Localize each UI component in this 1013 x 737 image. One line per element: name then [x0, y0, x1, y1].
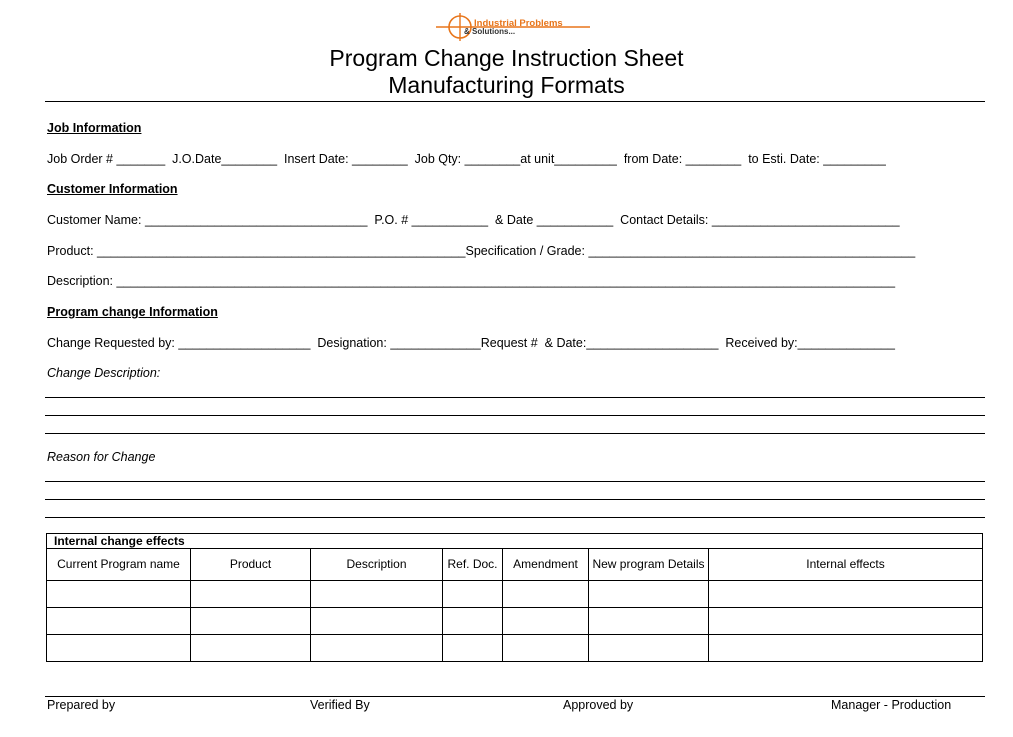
table-cell[interactable]	[589, 635, 709, 662]
table-cell[interactable]	[443, 581, 503, 608]
table-cell[interactable]	[311, 635, 443, 662]
table-cell[interactable]	[191, 635, 311, 662]
table-cell[interactable]	[443, 635, 503, 662]
manager-production-label: Manager - Production	[831, 698, 952, 712]
column-header: Amendment	[503, 549, 589, 581]
reason-for-change-label: Reason for Change	[47, 450, 156, 464]
table-cell[interactable]	[47, 635, 191, 662]
verified-by-label: Verified By	[310, 698, 370, 712]
page-subtitle: Manufacturing Formats	[388, 72, 625, 98]
table-cell[interactable]	[503, 635, 589, 662]
column-header: Current Program name	[47, 549, 191, 581]
column-header: Ref. Doc.	[443, 549, 503, 581]
reason-line[interactable]	[45, 499, 985, 500]
change-request-fields[interactable]: Change Requested by: ___________________ Designation: _____________Request # & Date:___________________ Received by:______________	[47, 336, 895, 350]
approved-by-label: Approved by	[563, 698, 634, 712]
table-caption: Internal change effects	[47, 534, 983, 549]
prepared-by-label: Prepared by	[47, 698, 116, 712]
signature-divider	[45, 696, 985, 697]
customer-name-fields[interactable]: Customer Name: ________________________________ P.O. # ___________ & Date ___________ Contact Details: ___________________________	[47, 213, 900, 227]
change-description-label: Change Description:	[47, 366, 161, 380]
internal-change-effects-table	[46, 533, 983, 662]
table-row	[47, 635, 983, 662]
change-description-line[interactable]	[45, 415, 985, 416]
table-header-row	[47, 549, 983, 581]
logo-text-line2: & Solutions...	[464, 27, 516, 36]
table-cell[interactable]	[589, 581, 709, 608]
column-header: New program Details	[589, 549, 709, 581]
table-cell[interactable]	[191, 581, 311, 608]
change-description-line[interactable]	[45, 397, 985, 398]
job-info-fields[interactable]: Job Order # _______ J.O.Date________ Insert Date: ________ Job Qty: ________at unit_________ from Date: ________ to Esti. Date: _________	[47, 152, 886, 166]
table-cell[interactable]	[709, 608, 983, 635]
reason-line[interactable]	[45, 481, 985, 482]
table-cell[interactable]	[503, 581, 589, 608]
reason-line[interactable]	[45, 517, 985, 518]
change-description-line[interactable]	[45, 433, 985, 434]
logo-text-line1: Industrial Problems	[474, 18, 563, 29]
table-cell[interactable]	[503, 608, 589, 635]
company-logo	[432, 12, 602, 42]
table-cell[interactable]	[311, 608, 443, 635]
program-change-heading: Program change Information	[47, 305, 218, 319]
product-spec-fields[interactable]: Product: _____________________________________________________Specification / Grade: _______________________________________________	[47, 244, 916, 258]
table-cell[interactable]	[47, 581, 191, 608]
column-header: Description	[311, 549, 443, 581]
column-header: Internal effects	[709, 549, 983, 581]
customer-info-heading: Customer Information	[47, 182, 178, 196]
table-cell[interactable]	[47, 608, 191, 635]
title-divider	[45, 101, 985, 102]
table-cell[interactable]	[709, 581, 983, 608]
job-info-heading: Job Information	[47, 121, 142, 135]
column-header: Product	[191, 549, 311, 581]
table-cell[interactable]	[443, 608, 503, 635]
page-title: Program Change Instruction Sheet	[329, 45, 684, 71]
table-row	[47, 581, 983, 608]
table-cell[interactable]	[589, 608, 709, 635]
table-row	[47, 608, 983, 635]
description-field[interactable]: Description: ________________________________________________________________________________________________________________	[47, 274, 896, 288]
table-cell[interactable]	[191, 608, 311, 635]
table-cell[interactable]	[311, 581, 443, 608]
table-cell[interactable]	[709, 635, 983, 662]
